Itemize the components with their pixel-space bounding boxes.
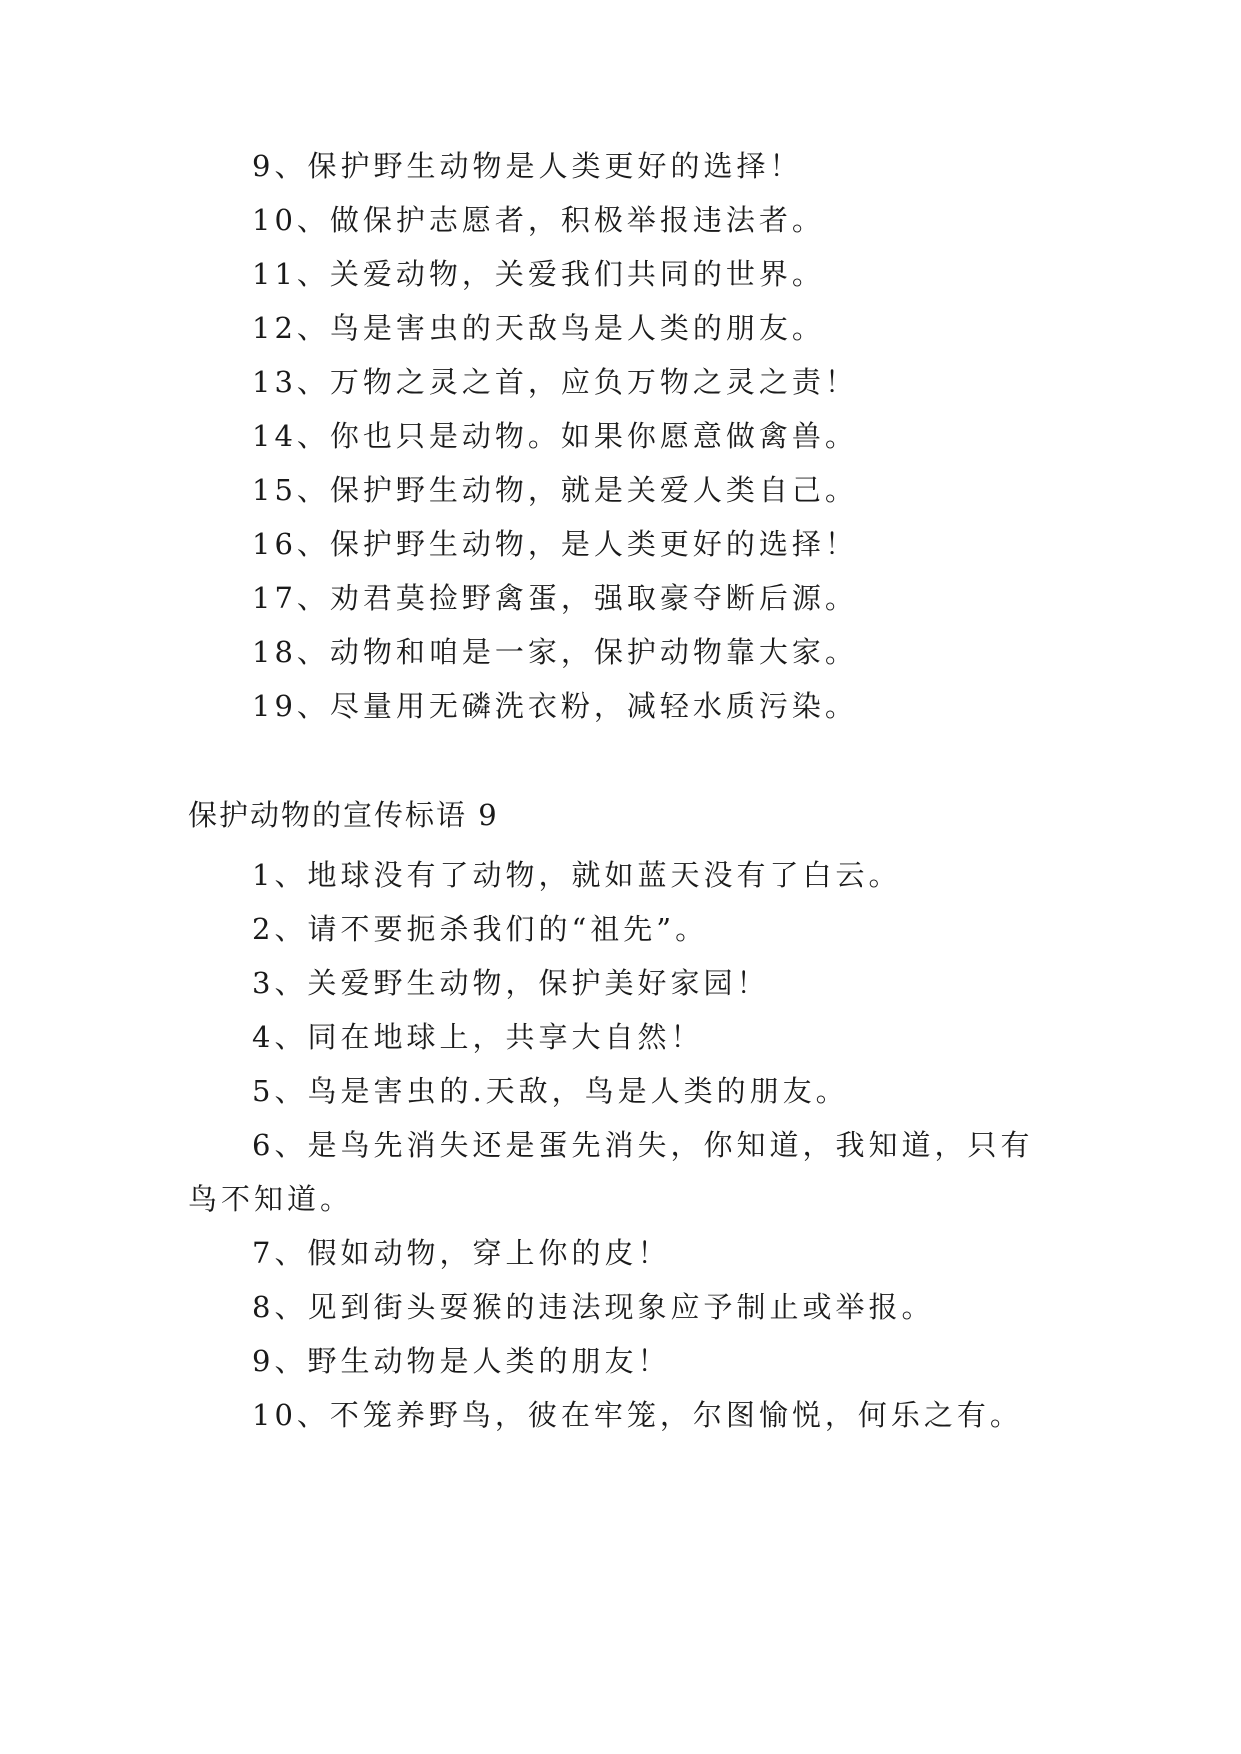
list-item: 8、见到街头耍猴的违法现象应予制止或举报。 — [252, 1290, 935, 1324]
list-item: 3、关爱野生动物，保护美好家园！ — [252, 966, 770, 1000]
list-item: 12、鸟是害虫的天敌鸟是人类的朋友。 — [252, 311, 825, 345]
list-item: 19、尽量用无磷洗衣粉，减轻水质污染。 — [252, 689, 858, 723]
list-item: 1、地球没有了动物，就如蓝天没有了白云。 — [252, 858, 902, 892]
list-item: 13、万物之灵之首，应负万物之灵之责！ — [252, 365, 858, 399]
list-item: 14、你也只是动物。如果你愿意做禽兽。 — [252, 419, 858, 453]
section-heading: 保护动物的宣传标语 9 — [188, 798, 499, 832]
list-item: 10、做保护志愿者，积极举报违法者。 — [252, 203, 825, 237]
list-item: 9、野生动物是人类的朋友！ — [252, 1344, 671, 1378]
list-item: 9、保护野生动物是人类更好的选择！ — [252, 149, 803, 183]
list-item: 16、保护野生动物，是人类更好的选择！ — [252, 527, 858, 561]
list-item: 18、动物和咱是一家，保护动物靠大家。 — [252, 635, 858, 669]
list-item: 11、关爱动物，关爱我们共同的世界。 — [252, 257, 825, 291]
list-item-continuation: 鸟不知道。 — [188, 1182, 354, 1216]
list-item: 7、假如动物，穿上你的皮！ — [252, 1236, 671, 1270]
list-item: 6、是鸟先消失还是蛋先消失，你知道，我知道，只有 — [252, 1128, 1034, 1162]
list-item: 5、鸟是害虫的.天敌，鸟是人类的朋友。 — [252, 1074, 849, 1108]
list-item: 2、请不要扼杀我们的“祖先”。 — [252, 912, 709, 946]
list-item: 4、同在地球上，共享大自然！ — [252, 1020, 704, 1054]
list-item: 15、保护野生动物，就是关爱人类自己。 — [252, 473, 858, 507]
list-item: 17、劝君莫捡野禽蛋，强取豪夺断后源。 — [252, 581, 858, 615]
list-item: 10、不笼养野鸟，彼在牢笼，尔图愉悦，何乐之有。 — [252, 1398, 1023, 1432]
